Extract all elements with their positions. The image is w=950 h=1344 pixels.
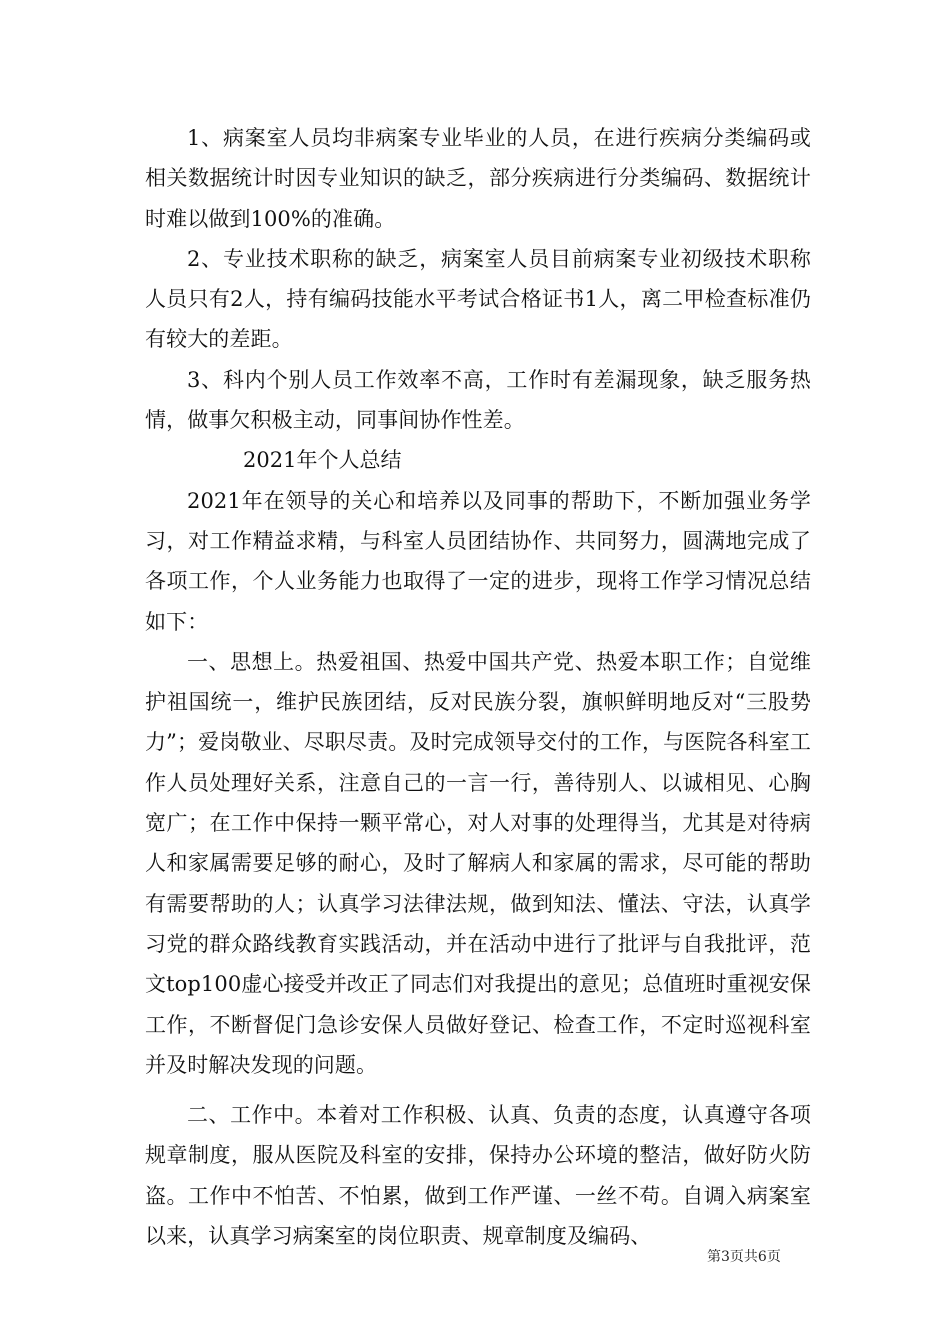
paragraph-intro: 2021年在领导的关心和培养以及同事的帮助下，不断加强业务学习，对工作精益求精，与科室人员团结协作、共同努力，圆满地完成了各项工作，个人业务能力也取得了一定的进步，现将工作学习情况总结如下： (145, 488, 811, 634)
paragraph-ideology: 一、思想上。热爱祖国、热爱中国共产党、热爱本职工作；自觉维护祖国统一，维护民族团结，反对民族分裂，旗帜鲜明地反对“三股势力”；爱岗敬业、尽职尽责。及时完成领导交付的工作，与医院各科室工作人员处理好关系，注意自己的一言一行，善待别人、以诚相见、心胸宽广；在工作中保持一颗平常心，对人对事的处理得当，尤其是对待病人和家属需要足够的耐心，及时了解病人和家属的需求，尽可能的帮助有需要帮助的人；认真学习法律法规，做到知法、懂法、守法，认真学习党的群众路线教育实践活动，并在活动中进行了批评与自我批评，范文top100虚心接受并改正了同志们对我提出的意见；总值班时重视安保工作，不断督促门急诊安保人员做好登记、检查工作，不定时巡视科室并及时解决发现的问题。 (145, 649, 812, 1077)
section-heading: 2021年个人总结 (243, 448, 402, 473)
paragraph-deficiency-2: 2、专业技术职称的缺乏，病案室人员目前病案专业初级技术职称人员只有2人，持有编码技能水平考试合格证书1人，离二甲检查标准仍有较大的差距。 (145, 246, 811, 352)
page-number-footer: 第3页共6页 (707, 1249, 781, 1265)
paragraph-deficiency-3: 3、科内个别人员工作效率不高，工作时有差漏现象，缺乏服务热情，做事欠积极主动，同事间协作性差。 (145, 367, 811, 433)
paragraph-deficiency-1: 1、病案室人员均非病案专业毕业的人员，在进行疾病分类编码或相关数据统计时因专业知识的缺乏，部分疾病进行分类编码、数据统计时难以做到100%的准确。 (145, 126, 811, 231)
document-body (145, 118, 811, 1256)
paragraph-work: 二、工作中。本着对工作积极、认真、负责的态度，认真遵守各项规章制度，服从医院及科室的安排，保持办公环境的整洁，做好防火防盗。工作中不怕苦、不怕累，做到工作严谨、一丝不苟。自调入病案室以来，认真学习病案室的岗位职责、规章制度及编码、 (145, 1103, 811, 1249)
